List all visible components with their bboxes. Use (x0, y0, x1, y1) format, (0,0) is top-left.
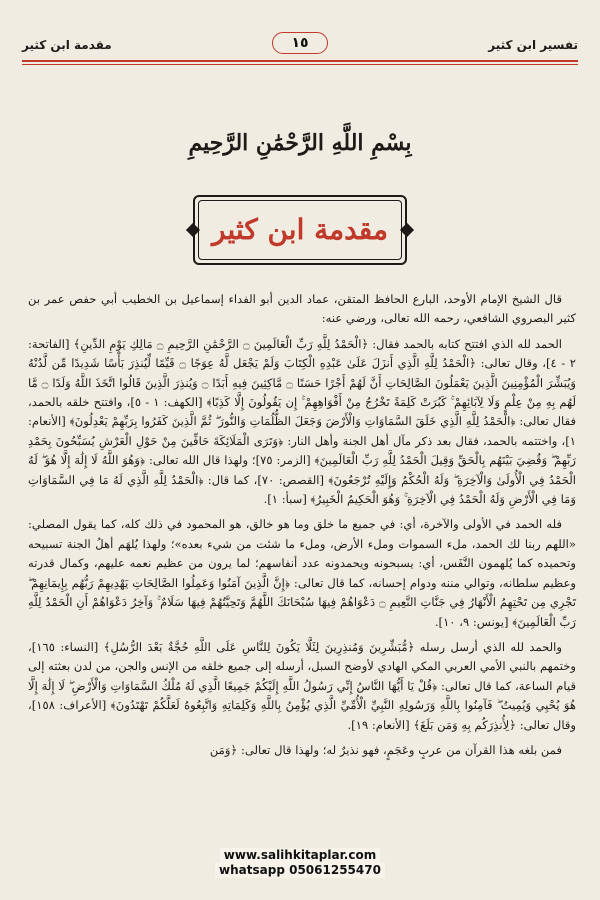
header-book-title: تفسير ابن كثير (488, 38, 578, 52)
body-text (28, 290, 576, 766)
website-text: www.salihkitaplar.com (220, 848, 380, 863)
header-section-title: مقدمة ابن كثير (22, 38, 112, 52)
page-number: ١٥ (272, 32, 328, 54)
watermark-footer (0, 848, 600, 878)
paragraph: فمن بلغه هذا القرآن من عربٍ وعَجَمٍ، فهو نذيرٌ له؛ ولهذا قال تعالى: ﴿وَمَن (209, 742, 562, 757)
paragraph: والحمد لله الذي أرسل رسله ﴿مُّبَشِّرِينَ وَمُنذِرِينَ لِئَلَّا يَكُونَ لِلنَّاسِ عَلَى اللَّهِ حُجَّةٌ بَعْدَ الرُّسُلِ﴾ [النساء: ١٦٥]، وختمهم بالنبي الأمي العربي المكي الهادي لأوضح السبل، أرسله إلى جميع خلقه من الإنس والجن، من لدن بعثته إلى قيام الساعة، كما قال تعالى: ﴿قُلْ يَا أَيُّهَا النَّاسُ إِنِّي رَسُولُ اللَّهِ إِلَيْكُمْ جَمِيعًا الَّذِي لَهُ مُلْكُ السَّمَاوَاتِ وَالْأَرْضِ ۖ لَا إِلَٰهَ إِلَّا هُوَ يُحْيِي وَيُمِيتُ ۖ فَآمِنُوا بِاللَّهِ وَرَسُولِهِ النَّبِيِّ الْأُمِّيِّ الَّذِي يُؤْمِنُ بِاللَّهِ وَكَلِمَاتِهِ وَاتَّبِعُوهُ لَعَلَّكُمْ تَهْتَدُونَ﴾ [الأعراف: ١٥٨]، وقال تعالى: ﴿لِأُنذِرَكُم بِهِ وَمَن بَلَغَ﴾ [الأنعام: ١٩]. (28, 639, 576, 732)
running-header (22, 30, 578, 60)
section-title: مقدمة ابن كثير (212, 213, 388, 246)
section-title-frame (193, 195, 407, 265)
paragraph: فله الحمد في الأولى والآخرة، أي: في جميع ما خلق وما هو خالق، هو المحمود في ذلك كله، كما يقول المصلي: «اللهم ربنا لك الحمد، ملء السموات وملء الأرض، وملء ما شئت من شيء بعده»؛ ولهذا يُلهَم أهلُ الجنة تسبيحه وتحميده كما يُلهمون النَّفَس، أي: يسبحونه ويحمدونه عدد أنفاسهم؛ لما يرون من عظيم نعمه عليهم، وكمال قدرته وعظيم سلطانه، وتوالي مننه ودوام إحسانه، كما قال تعالى: ﴿إِنَّ الَّذِينَ آمَنُوا وَعَمِلُوا الصَّالِحَاتِ يَهْدِيهِمْ رَبُّهُم بِإِيمَانِهِمْ ۖ تَجْرِي مِن تَحْتِهِمُ الْأَنْهَارُ فِي جَنَّاتِ النَّعِيمِ ۝ دَعْوَاهُمْ فِيهَا سُبْحَانَكَ اللَّهُمَّ وَتَحِيَّتُهُمْ فِيهَا سَلَامٌ ۚ وَآخِرُ دَعْوَاهُمْ أَنِ الْحَمْدُ لِلَّهِ رَبِّ الْعَالَمِينَ﴾ [يونس: ٩، ١٠]. (28, 517, 577, 629)
paragraph: الحمد لله الذي افتتح كتابه بالحمد فقال: ﴿الْحَمْدُ لِلَّهِ رَبِّ الْعَالَمِينَ ۝ الرَّحْمَٰنِ الرَّحِيمِ ۝ مَالِكِ يَوْمِ الدِّينِ﴾ [الفاتحة: ٢ - ٤]، وقال تعالى: ﴿الْحَمْدُ لِلَّهِ الَّذِي أَنزَلَ عَلَىٰ عَبْدِهِ الْكِتَابَ وَلَمْ يَجْعَل لَّهُ عِوَجًا ۝ قَيِّمًا لِّيُنذِرَ بَأْسًا شَدِيدًا مِّن لَّدُنْهُ وَيُبَشِّرَ الْمُؤْمِنِينَ الَّذِينَ يَعْمَلُونَ الصَّالِحَاتِ أَنَّ لَهُمْ أَجْرًا حَسَنًا ۝ مَّاكِثِينَ فِيهِ أَبَدًا ۝ وَيُنذِرَ الَّذِينَ قَالُوا اتَّخَذَ اللَّهُ وَلَدًا ۝ مَّا لَهُم بِهِ مِنْ عِلْمٍ وَلَا لِآبَائِهِمْ ۚ كَبُرَتْ كَلِمَةً تَخْرُجُ مِنْ أَفْوَاهِهِمْ ۚ إِن يَقُولُونَ إِلَّا كَذِبًا﴾ [الكهف: ١ - ٥]، وافتتح خلقه بالحمد، فقال تعالى: ﴿الْحَمْدُ لِلَّهِ الَّذِي خَلَقَ السَّمَاوَاتِ وَالْأَرْضَ وَجَعَلَ الظُّلُمَاتِ وَالنُّورَ ۖ ثُمَّ الَّذِينَ كَفَرُوا بِرَبِّهِمْ يَعْدِلُونَ﴾ [الأنعام: ١]، واختتمه بالحمد، فقال بعد ذكر مآل أهل الجنة وأهل النار: ﴿وَتَرَى الْمَلَائِكَةَ حَافِّينَ مِنْ حَوْلِ الْعَرْشِ يُسَبِّحُونَ بِحَمْدِ رَبِّهِمْ ۖ وَقُضِيَ بَيْنَهُم بِالْحَقِّ وَقِيلَ الْحَمْدُ لِلَّهِ رَبِّ الْعَالَمِينَ﴾ [الزمر: ٧٥]؛ ولهذا قال الله تعالى: ﴿وَهُوَ اللَّهُ لَا إِلَٰهَ إِلَّا هُوَ ۖ لَهُ الْحَمْدُ فِي الْأُولَىٰ وَالْآخِرَةِ ۖ وَلَهُ الْحُكْمُ وَإِلَيْهِ تُرْجَعُونَ﴾ [القصص: ٧٠]، كما قال: ﴿الْحَمْدُ لِلَّهِ الَّذِي لَهُ مَا فِي السَّمَاوَاتِ وَمَا فِي الْأَرْضِ وَلَهُ الْحَمْدُ فِي الْآخِرَةِ ۚ وَهُوَ الْحَكِيمُ الْخَبِيرُ﴾ [سبأ: ١]. (28, 336, 577, 507)
header-rule-thin (22, 64, 578, 65)
paragraph: قال الشيخ الإمام الأوحد، البارع الحافظ المتقن، عماد الدين أبو الفداء إسماعيل بن الخطيب أبي حفص عمر بن كثير البصروي الشافعي، رحمه الله تعالى، ورضي عنه: (28, 292, 576, 326)
whatsapp-text: whatsapp 05061255470 (215, 863, 385, 878)
basmala: بِسْمِ اللَّهِ الرَّحْمَٰنِ الرَّحِيمِ (188, 130, 412, 156)
header-rule (22, 60, 578, 62)
